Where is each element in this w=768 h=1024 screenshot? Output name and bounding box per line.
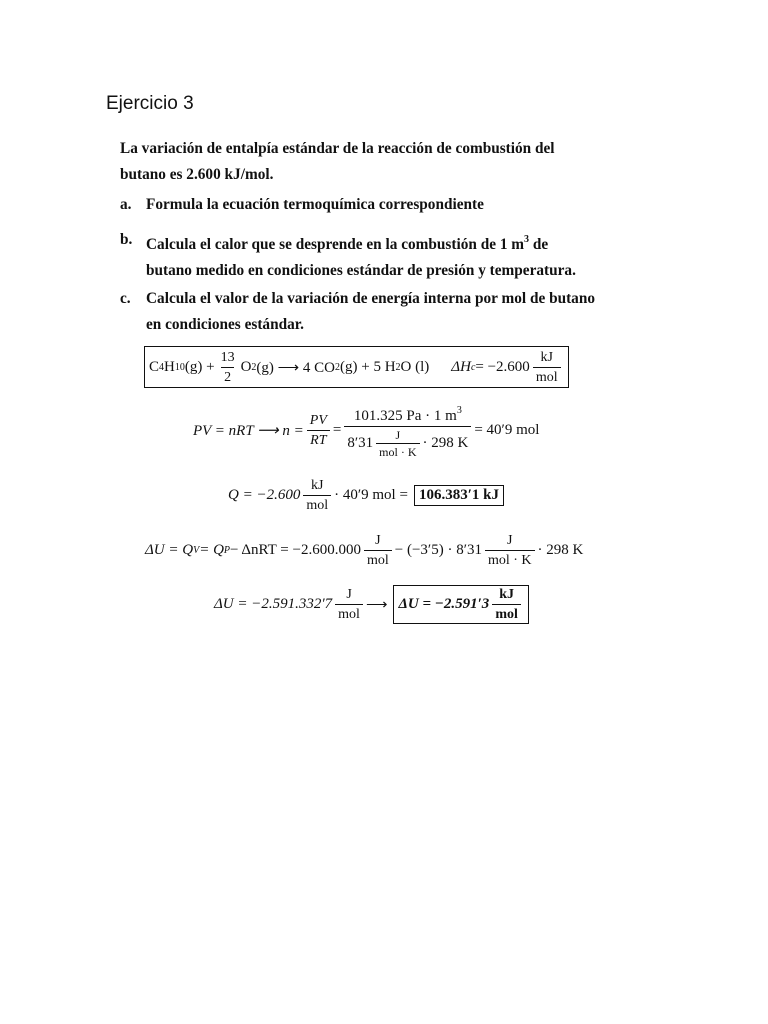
heat-unit-num: kJ bbox=[310, 477, 324, 493]
reaction-delta-h-value: = −2.600 bbox=[475, 358, 530, 375]
internal-unit2-den: mol · K bbox=[485, 550, 535, 569]
internal-unit-2 bbox=[485, 532, 535, 569]
heat-mid: · 40′9 mol = bbox=[334, 486, 408, 503]
reaction-c-sub: 4 bbox=[159, 361, 165, 373]
item-b-line-2: butano medido en condiciones estándar de presión y temperatura. bbox=[146, 262, 576, 279]
moles-frac1-num: PV bbox=[309, 412, 327, 428]
internal-lhs: ΔU = Q bbox=[145, 541, 194, 558]
internal-unit1-den: mol bbox=[364, 550, 392, 569]
final-unit bbox=[335, 586, 363, 623]
reaction-h-sub: 10 bbox=[174, 361, 185, 373]
statement-line-2: butano es 2.600 kJ/mol. bbox=[120, 166, 274, 183]
reaction-c: C bbox=[149, 358, 160, 375]
final-unit-num: J bbox=[346, 586, 352, 602]
item-b-sup: 3 bbox=[524, 234, 530, 245]
final-boxed-unit bbox=[492, 586, 521, 623]
item-b bbox=[120, 227, 640, 284]
final-boxed-text: ΔU = −2.591′3 bbox=[398, 595, 490, 612]
moles-eq: = bbox=[332, 421, 342, 438]
reaction-delta-h-sub: c bbox=[470, 361, 476, 373]
reaction-h: H bbox=[164, 358, 175, 375]
item-c-line-1: Calcula el valor de la variación de energía interna por mol de butano bbox=[146, 290, 595, 307]
item-b-letter: b. bbox=[120, 231, 133, 248]
item-c-line-2: en condiciones estándar. bbox=[146, 316, 304, 333]
internal-tail: · 298 K bbox=[537, 541, 584, 558]
item-c-text bbox=[120, 286, 640, 338]
heat-lhs: Q = −2.600 bbox=[228, 486, 301, 503]
item-a-text: Formula la ecuación termoquímica correspondiente bbox=[146, 196, 484, 213]
item-b-after: de bbox=[529, 236, 549, 253]
moles-main-frac bbox=[344, 402, 471, 459]
reaction-coefficient bbox=[218, 349, 238, 386]
moles-equation bbox=[193, 402, 539, 458]
item-a-letter: a. bbox=[120, 196, 132, 213]
moles-result: = 40′9 mol bbox=[474, 421, 540, 438]
final-arrow: ⟶ bbox=[365, 596, 388, 613]
moles-num-sup: 3 bbox=[456, 404, 462, 416]
moles-den-pre: 8′31 bbox=[347, 434, 374, 451]
moles-lhs: PV = nRT ⟶ n = bbox=[193, 422, 304, 439]
reaction-unit-num: kJ bbox=[540, 349, 553, 365]
final-boxed-unit-num: kJ bbox=[499, 586, 514, 602]
item-c-letter: c. bbox=[120, 290, 131, 307]
reaction-unit-den: mol bbox=[533, 367, 561, 386]
reaction-co2-state: (g) + 5 H bbox=[340, 358, 396, 375]
final-boxed-result bbox=[393, 585, 528, 624]
reaction-delta-h: ΔH bbox=[451, 358, 471, 375]
internal-unit1-num: J bbox=[375, 532, 381, 548]
moles-main-den bbox=[344, 426, 471, 459]
internal-qv-sub: V bbox=[193, 544, 200, 556]
internal-qp-sub: P bbox=[223, 544, 231, 556]
internal-eq2: = Q bbox=[199, 541, 224, 558]
internal-mid: − (−3′5) · 8′31 bbox=[394, 541, 482, 558]
reaction-o: O bbox=[240, 358, 252, 375]
reaction-h2o-sub: 2 bbox=[395, 361, 401, 373]
internal-unit-1 bbox=[364, 532, 392, 569]
moles-den-post: · 298 K bbox=[422, 434, 469, 451]
moles-frac-pv-rt bbox=[307, 412, 330, 449]
moles-frac1-den: RT bbox=[307, 430, 329, 449]
reaction-o-sub: 2 bbox=[251, 361, 257, 373]
item-b-text bbox=[120, 227, 640, 284]
final-equation bbox=[214, 582, 529, 626]
item-a bbox=[120, 192, 640, 218]
internal-unit2-num: J bbox=[507, 532, 513, 548]
heat-equation bbox=[228, 475, 504, 515]
heat-result: 106.383′1 kJ bbox=[414, 485, 504, 506]
reaction-equation bbox=[144, 346, 569, 388]
item-b-line-1: Calcula el calor que se desprende en la combustión de 1 m bbox=[146, 236, 525, 253]
moles-main-num bbox=[351, 402, 465, 426]
coef-den: 2 bbox=[221, 367, 234, 386]
moles-den-unit-num: J bbox=[395, 427, 401, 442]
statement-line-1: La variación de entalpía estándar de la reacción de combustión del bbox=[120, 140, 555, 157]
reaction-o2-state: (g) ⟶ 4 CO bbox=[256, 359, 335, 376]
final-lhs: ΔU = −2.591.332′7 bbox=[214, 595, 333, 612]
final-unit-den: mol bbox=[335, 604, 363, 623]
final-boxed-unit-den: mol bbox=[492, 604, 521, 623]
moles-num-text: 101.325 Pa · 1 m bbox=[353, 407, 457, 424]
heat-unit bbox=[303, 477, 331, 514]
heat-unit-den: mol bbox=[303, 495, 331, 514]
exercise-title: Ejercicio 3 bbox=[106, 93, 194, 114]
reaction-co2-sub: 2 bbox=[335, 361, 340, 373]
reaction-state-g: (g) + bbox=[184, 358, 215, 375]
reaction-unit bbox=[533, 349, 561, 386]
statement-intro bbox=[120, 136, 640, 188]
reaction-h2o-state: O (l) bbox=[400, 358, 430, 375]
internal-energy-equation bbox=[145, 530, 583, 570]
item-c bbox=[120, 286, 640, 338]
coef-num: 13 bbox=[220, 349, 235, 365]
moles-den-unit-den: mol · K bbox=[376, 443, 419, 459]
internal-rest: − ΔnRT = −2.600.000 bbox=[230, 541, 361, 558]
moles-den-unit bbox=[376, 428, 419, 459]
